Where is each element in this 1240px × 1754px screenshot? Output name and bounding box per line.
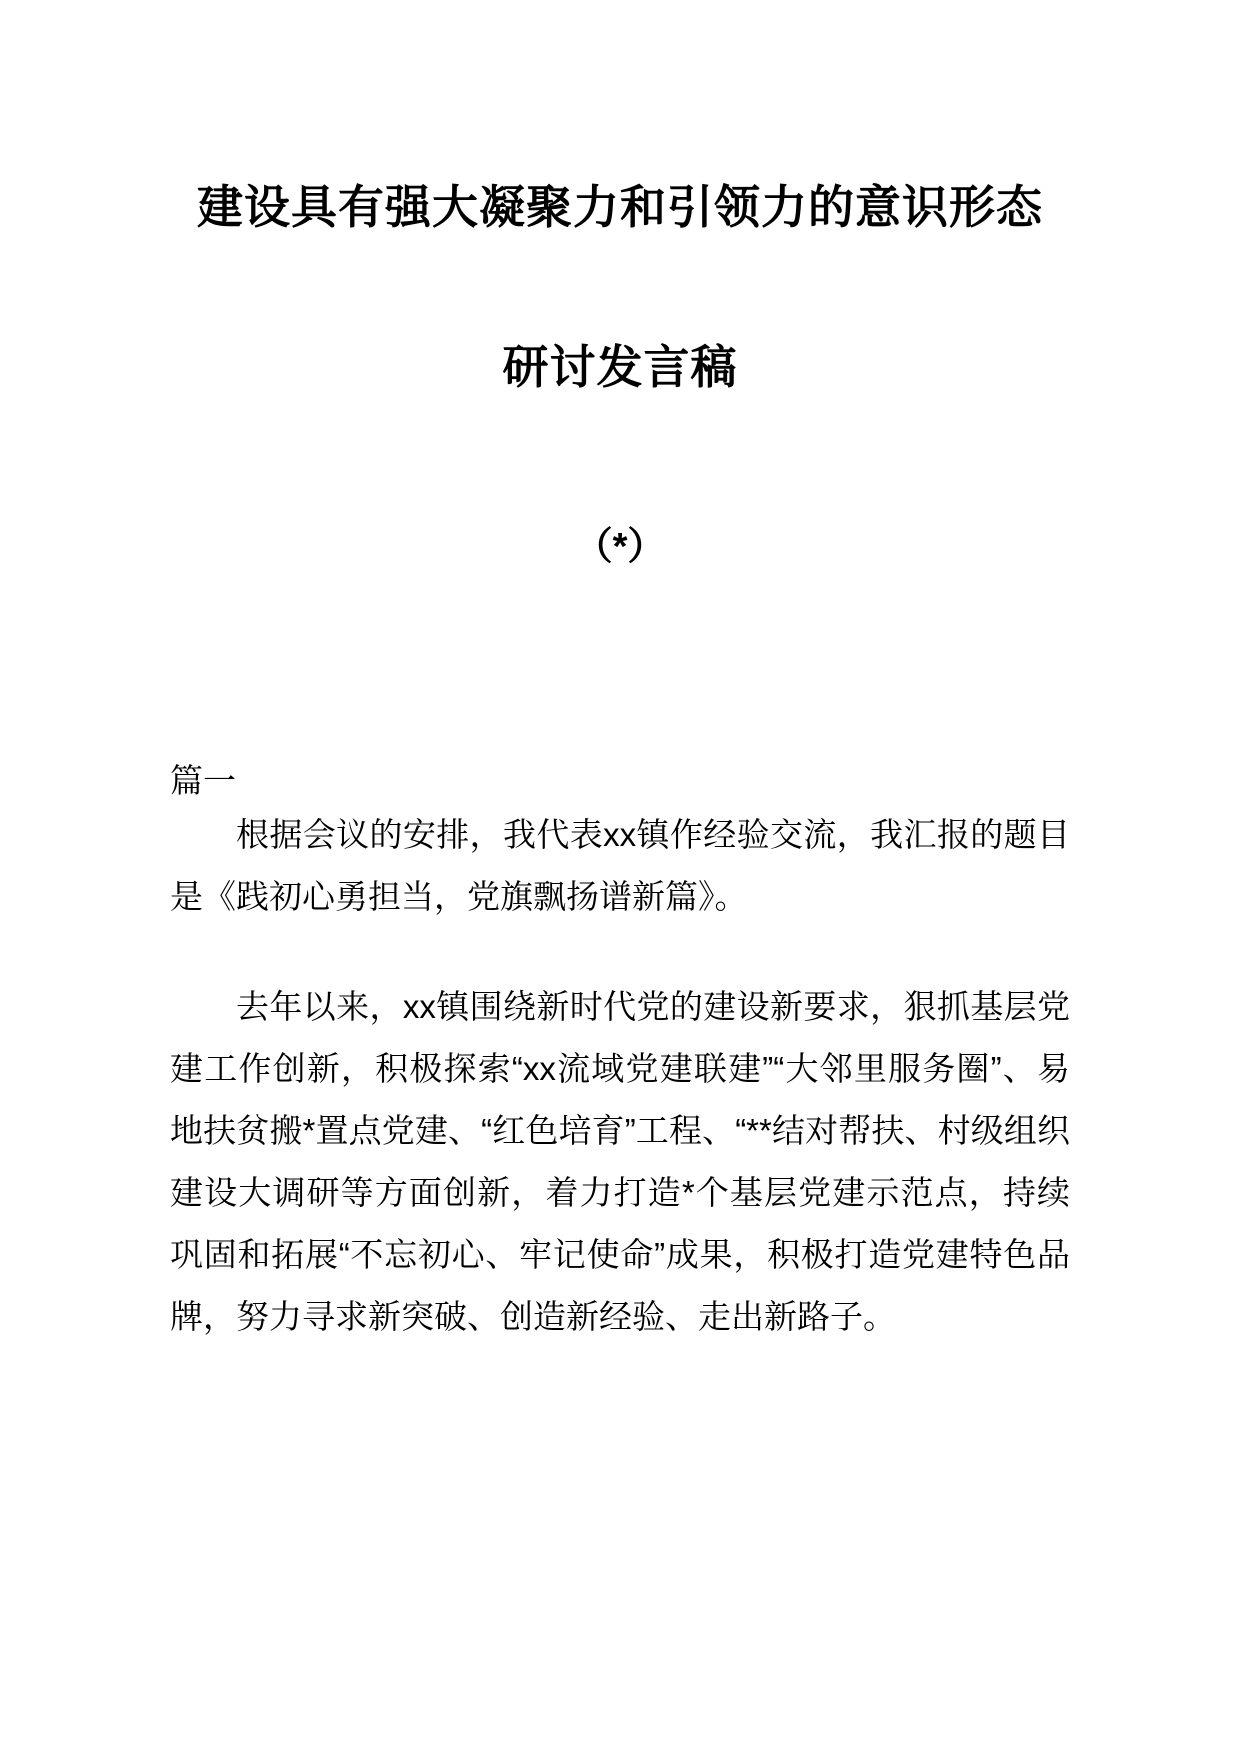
document-title-line1: 建设具有强大凝聚力和引领力的意识形态: [197, 181, 1043, 233]
paragraph-2: 去年以来，xx镇围绕新时代党的建设新要求，狠抓基层党建工作创新，积极探索“xx流域党建联建”“大邻里服务圈”、易地扶贫搬*置点党建、“红色培育”工程、“**结对帮扶、村级组织建设大调研等方面创新，着力打造*个基层党建示范点，持续巩固和拓展“不忘初心、牢记使命”成果，积极打造党建特色品牌，努力寻求新突破、创造新经验、走出新路子。: [170, 988, 1070, 1336]
paragraph-1: 根据会议的安排，我代表xx镇作经验交流，我汇报的题目是《践初心勇担当，党旗飘扬谱新篇》。: [170, 816, 1070, 916]
section-label: 篇一: [170, 762, 236, 800]
document-title-line2: 研讨发言稿: [502, 341, 738, 394]
document-subtitle: （*）: [574, 526, 666, 569]
